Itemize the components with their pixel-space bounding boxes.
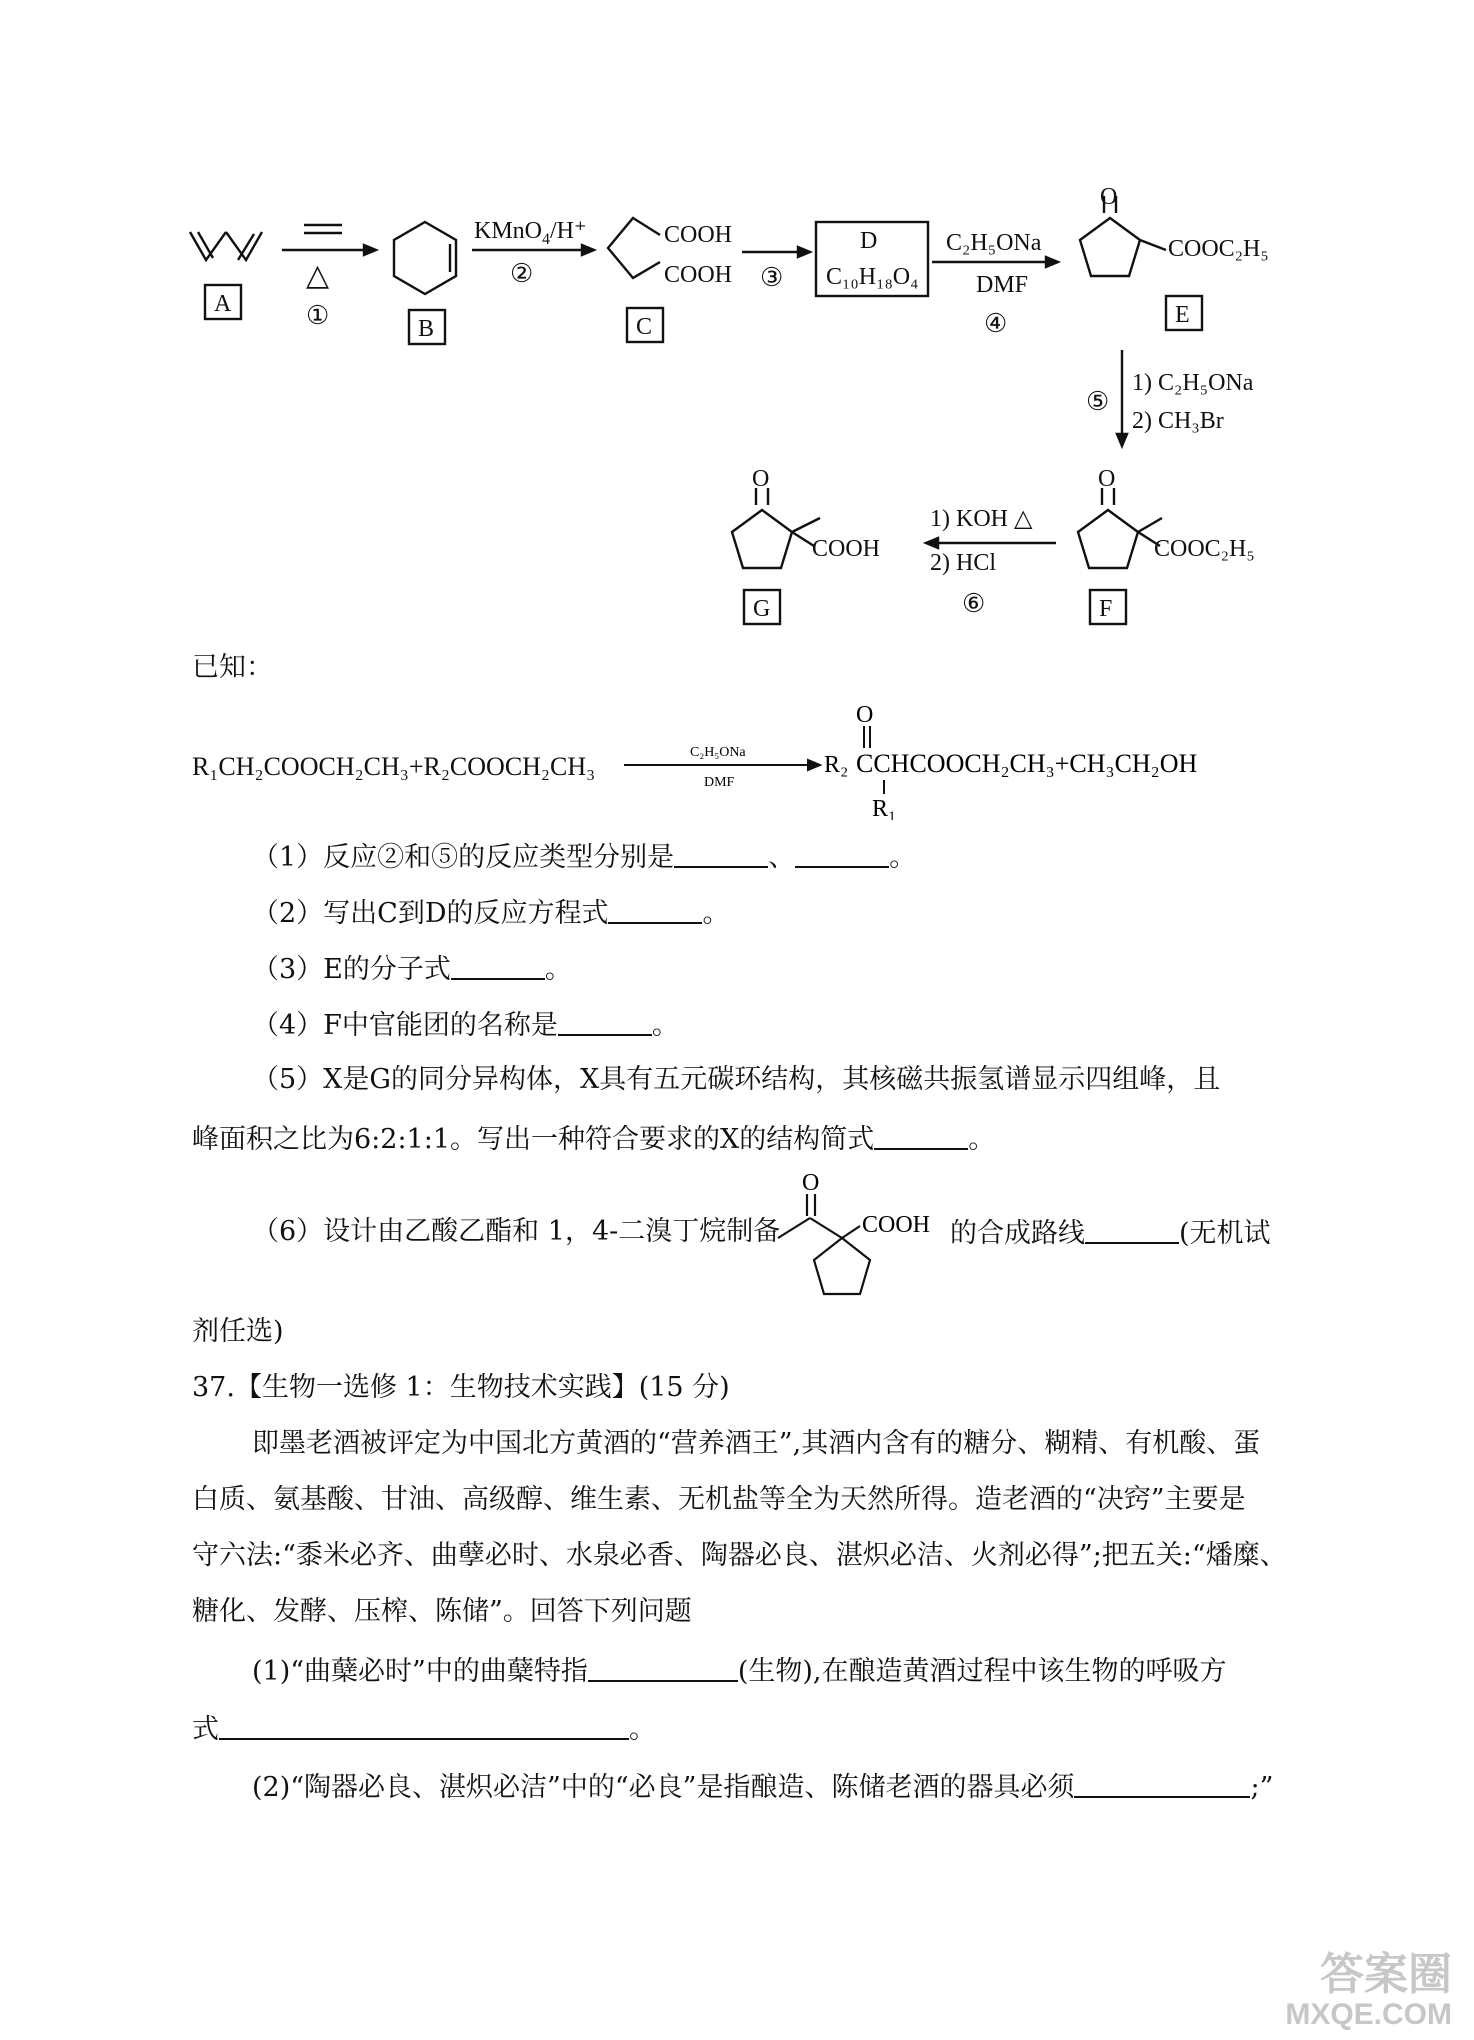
section-37-para3: 守六法:“黍米必齐、曲孽必时、水泉必香、陶器必良、湛炽必洁、火剂必得”;把五关:“燔糜、 [192,1540,1287,1571]
e-oxygen: O [1100,184,1118,210]
question-1: （1）反应②和⑤的反应类型分别是 、 。 [252,842,917,873]
step6-reagent2: 2) HCl [930,550,996,576]
answer-blank[interactable] [1085,1218,1179,1244]
question-4: （4）F中官能团的名称是 。 [252,1010,679,1041]
section-37-title: 37.【生物一选修 1：生物技术实践】(15 分) [192,1372,730,1403]
question-2: （2）写出C到D的反应方程式 。 [252,898,730,929]
c-cooh-bottom: COOH [664,262,733,288]
known-prod-o: O [856,702,874,728]
answer-blank[interactable] [219,1714,629,1740]
section-37-q1: (1)“曲蘖必时”中的曲蘖特指 (生物),在酿造黄酒过程中该生物的呼吸方 [252,1656,1227,1687]
label-b: B [418,316,435,342]
f-group: COOC₂H₅ [1154,536,1255,562]
step5-num: ⑤ [1086,387,1110,416]
c-cooh-top: COOH [664,222,733,248]
label-c: C [636,314,653,340]
known-prod-r2: R₂ [824,752,849,778]
label-a: A [214,291,232,317]
q6-o: O [802,1170,820,1196]
step4-solvent: DMF [976,272,1029,298]
question-6: （6）设计由乙酸乙酯和 1，4-二溴丁烷制备 [252,1216,781,1247]
f-oxygen: O [1098,466,1116,492]
e-group: COOC₂H₅ [1168,236,1269,262]
known-prod-main: CCHCOOCH₂CH₃+CH₃CH₂OH [856,749,1198,778]
g-group: COOH [812,536,881,562]
answer-blank[interactable] [558,1010,652,1036]
d-letter: D [860,228,878,254]
answer-blank[interactable] [874,1124,968,1150]
known-prod-r1: R₁ [872,796,897,820]
step4-num: ④ [984,309,1008,338]
known-arrow [0,0,1474,820]
label-f: F [1099,596,1113,622]
section-37-para2: 白质、氨基酸、甘油、高级醇、维生素、无机盐等全为天然所得。造老酒的“决窍”主要是 [192,1484,1246,1515]
step4-reagent: C₂H₅ONa [946,230,1042,256]
known-cond-bottom: DMF [704,775,735,790]
label-g: G [753,596,771,622]
section-37-q1-line2: 式 。 [192,1714,656,1745]
section-37-para4: 糖化、发酵、压榨、陈储”。回答下列问题 [192,1596,692,1627]
step1-num: ① [306,301,330,330]
question-6-line2: 剂任选) [192,1316,284,1347]
known-cond-top: C₂H₅ONa [690,745,746,760]
section-37-q2: (2)“陶器必良、湛炽必洁”中的“必良”是指酿造、陈储老酒的器具必须 ;” [252,1772,1274,1803]
step5-reagent2: 2) CH₃Br [1132,408,1224,434]
q6-cooh: COOH [862,1212,931,1238]
step2-reagent: KMnO$_4$/H⁺ [474,218,587,248]
answer-blank[interactable] [608,898,702,924]
g-oxygen: O [752,466,770,492]
answer-blank[interactable] [451,954,545,980]
answer-blank[interactable] [674,842,768,868]
q6-structure [770,1160,960,1300]
question-3: （3）E的分子式 。 [252,954,572,985]
watermark-logo: 答案圈 MXQE.COM [1285,1950,1452,2031]
step1-cond: △ [306,259,330,292]
answer-blank[interactable] [588,1656,738,1682]
known-title: 已知： [192,652,273,683]
step6-reagent1: 1) KOH △ [930,506,1033,532]
step5-reagent1: 1) C₂H₅ONa [1132,370,1254,396]
answer-blank[interactable] [795,842,889,868]
question-5-line2: 峰面积之比为6:2:1:1。写出一种符合要求的X的结构简式 。 [192,1124,996,1155]
known-lhs: R₁CH₂COOCH₂CH₃+R₂COOCH₂CH₃ [192,752,596,781]
d-formula: C₁₀H₁₈O₄ [826,264,919,290]
answer-blank[interactable] [1074,1772,1250,1798]
step3-num: ③ [760,263,784,292]
question-5-line1: （5）X是G的同分异构体，X具有五元碳环结构，其核磁共振氢谱显示四组峰，且 [252,1064,1221,1095]
label-e: E [1175,302,1190,328]
question-6-tail: 的合成路线 (无机试 [950,1218,1271,1249]
step6-num: ⑥ [962,589,986,618]
section-37-para1: 即墨老酒被评定为中国北方黄酒的“营养酒王”,其酒内含有的糖分、糊精、有机酸、蛋 [252,1428,1261,1459]
step2-num: ② [510,259,534,288]
